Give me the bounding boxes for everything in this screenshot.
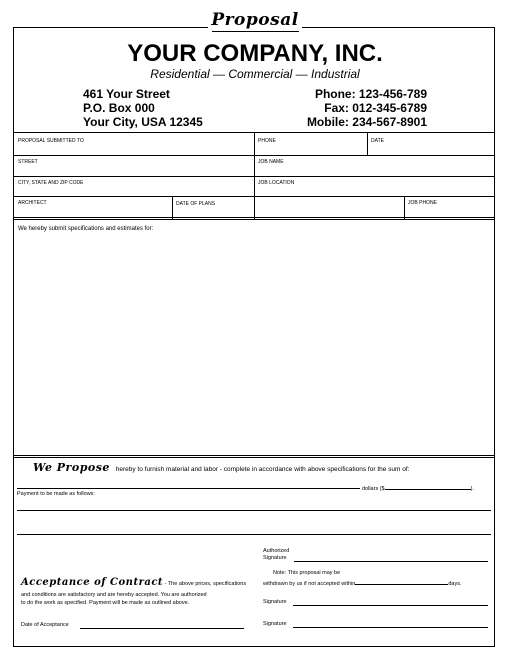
sum-words-line[interactable] — [17, 488, 360, 489]
dollars-field — [362, 483, 474, 493]
document-title: Proposal — [0, 10, 510, 30]
field-city-state-zip[interactable]: CITY, STATE AND ZIP CODE — [18, 180, 84, 186]
company-tagline: Residential — Commercial — Industrial — [150, 67, 360, 81]
propose-title: We Propose — [33, 461, 110, 474]
company-contacts — [307, 87, 427, 129]
payment-label: Payment to be made as follows: — [17, 491, 95, 497]
days-line[interactable] — [355, 578, 448, 585]
date-of-acceptance-label: Date of Acceptance — [21, 622, 69, 628]
address-line: P.O. Box 000 — [83, 101, 155, 115]
title-underline — [212, 31, 299, 32]
company-address — [83, 87, 203, 129]
field-submitted-to[interactable]: PROPOSAL SUBMITTED TO — [18, 138, 84, 144]
grid-divider — [404, 196, 405, 219]
field-street[interactable]: STREET — [18, 159, 38, 165]
grid-line — [13, 455, 495, 456]
authorized-signature-line[interactable] — [294, 561, 488, 562]
propose-text: hereby to furnish material and labor - complete in accordance with above specifications for the sum of: — [115, 466, 410, 473]
withdrawal-note: Note: This proposal may be — [273, 570, 341, 576]
withdrawal-text: withdrawn by us if not accepted within — [263, 581, 356, 587]
dollars-label: dollars ($ — [362, 486, 385, 492]
signature-line-2[interactable] — [293, 627, 488, 628]
address-line: Your City, USA 12345 — [83, 115, 203, 129]
withdrawal-note-line — [263, 578, 461, 588]
field-job-name[interactable]: JOB NAME — [258, 159, 284, 165]
propose-statement — [33, 461, 409, 474]
field-date-of-plans[interactable]: DATE OF PLANS — [176, 201, 216, 207]
specifications-area[interactable] — [14, 234, 494, 454]
days-label: days. — [448, 581, 462, 587]
dollars-amount-line[interactable] — [385, 483, 471, 490]
authorized-signature-label: Signature — [263, 555, 287, 561]
grid-line — [13, 219, 495, 220]
specifications-intro: We hereby submit specifications and estimates for: — [18, 226, 154, 232]
date-of-acceptance-line[interactable] — [80, 628, 244, 629]
field-architect[interactable]: ARCHITECT — [18, 200, 47, 206]
grid-divider — [172, 196, 173, 219]
signature-line[interactable] — [293, 605, 488, 606]
acceptance-text-1: - The above prices, specifications — [164, 581, 247, 587]
contact-fax: Fax: 012-345-6789 — [324, 101, 427, 115]
payment-line[interactable] — [17, 534, 491, 535]
signature-label: Signature — [263, 599, 287, 605]
acceptance-text-2: and conditions are satisfactory and are hereby accepted. You are authorized — [21, 592, 207, 598]
field-job-phone[interactable]: JOB PHONE — [408, 200, 437, 206]
grid-divider — [254, 132, 255, 219]
field-job-location[interactable]: JOB LOCATION — [258, 180, 295, 186]
contact-phone: Phone: 123-456-789 — [314, 87, 427, 101]
address-line: 461 Your Street — [83, 87, 170, 101]
company-name: YOUR COMPANY, INC. — [127, 40, 383, 67]
grid-divider — [367, 132, 368, 155]
dollars-close: ). — [470, 486, 474, 492]
signature-label-2: Signature — [263, 621, 287, 627]
grid-line — [13, 457, 495, 458]
payment-line[interactable] — [17, 510, 491, 511]
acceptance-heading — [21, 579, 246, 588]
acceptance-text-3: to do the work as specified. Payment will be made as outlined above. — [21, 600, 190, 606]
field-phone[interactable]: PHONE — [258, 138, 276, 144]
field-date[interactable]: DATE — [371, 138, 384, 144]
authorized-label: Authorized — [263, 548, 290, 554]
acceptance-title: Acceptance of Contract — [21, 577, 164, 588]
contact-mobile: Mobile: 234-567-8901 — [306, 115, 427, 129]
